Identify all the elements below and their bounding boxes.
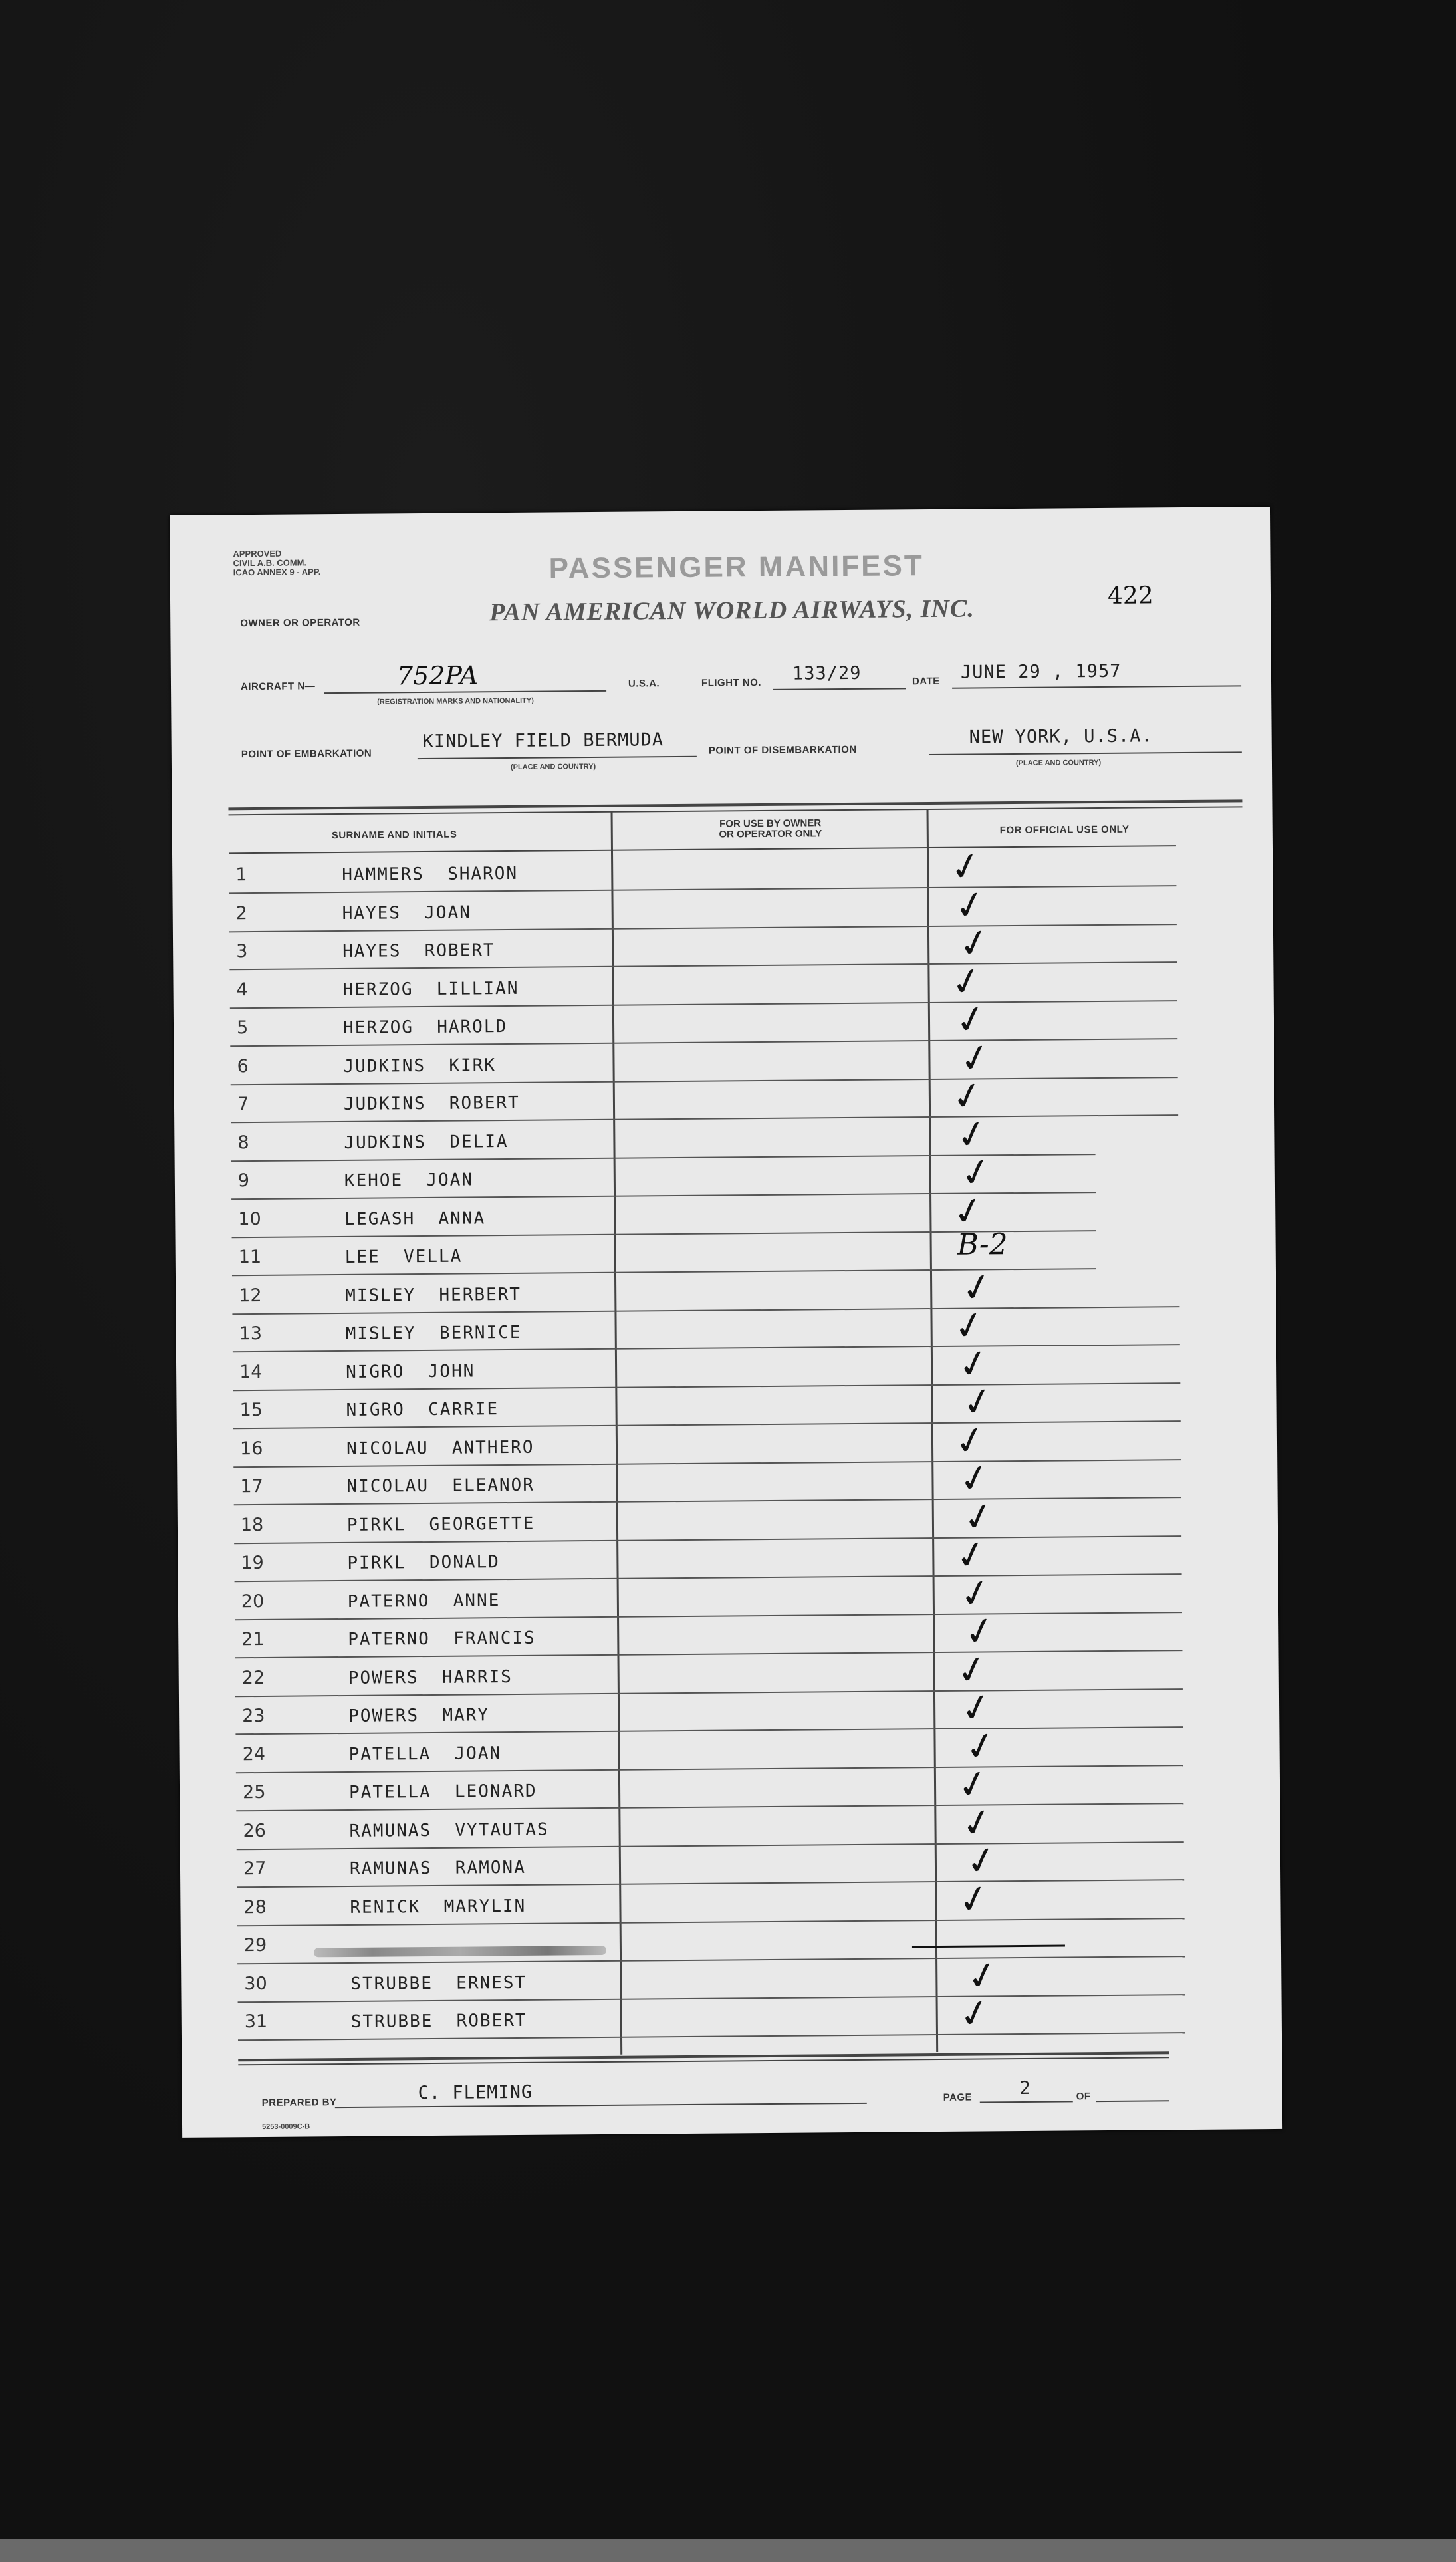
row-rule bbox=[235, 1726, 1183, 1735]
row-rule bbox=[237, 1879, 1184, 1888]
disembarkation-sub-label: (PLACE AND COUNTRY) bbox=[1015, 759, 1102, 768]
page-stamp-number: 422 bbox=[1107, 582, 1153, 610]
check-mark-icon: ✓ bbox=[956, 1684, 997, 1733]
row-rule bbox=[230, 1038, 1177, 1047]
row-rule bbox=[232, 1306, 1179, 1315]
film-edge-strip bbox=[0, 2539, 1456, 2562]
passenger-name: MISLEY HERBERT bbox=[345, 1284, 522, 1306]
row-rule bbox=[229, 885, 1176, 894]
row-rule bbox=[236, 1803, 1183, 1811]
erased-entry-scribble bbox=[314, 1946, 606, 1957]
row-rule bbox=[231, 1077, 1178, 1085]
official-dash-mark bbox=[912, 1944, 1065, 1948]
passenger-name: NICOLAU ANTHERO bbox=[346, 1437, 535, 1459]
check-mark-icon: ✓ bbox=[955, 1569, 996, 1618]
disembarkation-label: POINT OF DISEMBARKATION bbox=[708, 743, 857, 757]
row-rule bbox=[229, 924, 1177, 932]
row-rule bbox=[236, 1765, 1183, 1773]
flight-number: 133/29 bbox=[792, 662, 862, 684]
passenger-name: PATELLA LEONARD bbox=[348, 1781, 537, 1803]
row-number: 20 bbox=[241, 1591, 265, 1612]
passenger-name: HERZOG LILLIAN bbox=[342, 978, 519, 1000]
check-mark-icon: ✓ bbox=[947, 957, 987, 1007]
approved-stamp bbox=[233, 549, 320, 577]
row-number: 17 bbox=[240, 1475, 263, 1497]
row-rule bbox=[233, 1420, 1181, 1429]
row-rule bbox=[230, 1000, 1177, 1009]
of-label: OF bbox=[1076, 2091, 1091, 2103]
passenger-name: PATERNO ANNE bbox=[347, 1590, 501, 1612]
prepared-by-name: C. FLEMING bbox=[418, 2081, 533, 2104]
page-number: 2 bbox=[1019, 2077, 1032, 2099]
row-rule bbox=[235, 1688, 1183, 1697]
prepared-by-label: PREPARED BY bbox=[261, 2097, 337, 2109]
passenger-name: LEE VELLA bbox=[344, 1246, 463, 1267]
row-number: 10 bbox=[238, 1208, 261, 1229]
row-number: 14 bbox=[239, 1361, 263, 1382]
manifest-sheet bbox=[170, 507, 1282, 2138]
passenger-name: PATERNO FRANCIS bbox=[348, 1628, 536, 1650]
header-owner-use bbox=[677, 818, 864, 840]
column-divider bbox=[611, 811, 623, 2055]
row-number: 18 bbox=[240, 1514, 264, 1535]
approved-stamp-line: ICAO ANNEX 9 - APP. bbox=[233, 567, 321, 578]
row-number: 13 bbox=[239, 1323, 263, 1345]
row-rule bbox=[233, 1344, 1180, 1352]
disembarkation-point: NEW YORK, U.S.A. bbox=[969, 725, 1153, 748]
check-mark-icon: ✓ bbox=[955, 1989, 995, 2039]
form-title: PASSENGER MANIFEST bbox=[548, 549, 924, 585]
check-mark-icon: ✓ bbox=[954, 1454, 995, 1503]
row-number: 3 bbox=[236, 941, 248, 962]
check-mark-icon: ✓ bbox=[961, 1837, 1002, 1886]
check-mark-icon: ✓ bbox=[961, 1722, 1001, 1771]
row-rule bbox=[235, 1612, 1182, 1620]
passenger-name: HAYES ROBERT bbox=[342, 940, 495, 961]
check-mark-icon: ✓ bbox=[954, 919, 995, 968]
header-owner-line: OR OPERATOR ONLY bbox=[719, 828, 822, 840]
page-label: PAGE bbox=[943, 2091, 973, 2103]
header-official-use: FOR OFFICIAL USE ONLY bbox=[999, 823, 1130, 836]
row-number: 31 bbox=[244, 2011, 268, 2033]
row-number: 24 bbox=[242, 1743, 266, 1765]
check-mark-icon: ✓ bbox=[956, 1148, 997, 1198]
row-number: 1 bbox=[235, 864, 247, 886]
check-mark-icon: ✓ bbox=[947, 1072, 988, 1121]
row-number: 29 bbox=[243, 1934, 267, 1956]
passenger-name: RAMUNAS RAMONA bbox=[349, 1857, 526, 1879]
passenger-name: HERZOG HAROLD bbox=[342, 1017, 508, 1038]
check-mark-icon: ✓ bbox=[957, 1263, 997, 1313]
passenger-name: JUDKINS DELIA bbox=[344, 1131, 509, 1153]
row-rule bbox=[234, 1535, 1181, 1544]
row-rule bbox=[237, 1918, 1185, 1926]
header-surname: SURNAME AND INITIALS bbox=[331, 829, 457, 842]
check-mark-icon: ✓ bbox=[953, 1874, 994, 1924]
company-name: PAN AMERICAN WORLD AIRWAYS, INC. bbox=[489, 594, 975, 627]
passenger-name: STRUBBE ERNEST bbox=[350, 1972, 527, 1994]
row-number: 21 bbox=[241, 1628, 265, 1650]
passenger-name: LEGASH ANNA bbox=[344, 1208, 486, 1229]
check-mark-icon: ✓ bbox=[948, 1186, 989, 1236]
column-divider bbox=[926, 809, 938, 2052]
approved-stamp-line: CIVIL A.B. COMM. bbox=[233, 557, 307, 569]
row-number: 9 bbox=[237, 1170, 250, 1192]
passenger-name: HAMMERS SHARON bbox=[342, 863, 519, 885]
check-mark-icon: ✓ bbox=[959, 1607, 1000, 1656]
row-number: 2 bbox=[235, 902, 248, 924]
row-rule bbox=[229, 961, 1177, 970]
row-rule bbox=[237, 1841, 1184, 1850]
passenger-name: POWERS HARRIS bbox=[348, 1666, 513, 1688]
row-rule bbox=[237, 1956, 1185, 1964]
check-mark-icon: ✓ bbox=[957, 1798, 997, 1848]
passenger-name: NICOLAU ELEANOR bbox=[346, 1475, 535, 1497]
row-number: 25 bbox=[242, 1781, 266, 1803]
check-mark-icon: ✓ bbox=[962, 1951, 1003, 2001]
row-number: 23 bbox=[242, 1705, 265, 1727]
row-number: 12 bbox=[239, 1285, 262, 1306]
row-number: 4 bbox=[236, 979, 248, 1000]
check-mark-icon: ✓ bbox=[945, 842, 986, 892]
passenger-name: RENICK MARYLIN bbox=[350, 1896, 527, 1918]
check-mark-icon: ✓ bbox=[951, 995, 991, 1045]
check-mark-icon: ✓ bbox=[959, 1492, 999, 1542]
check-mark-icon: ✓ bbox=[958, 1378, 998, 1427]
passenger-name: NIGRO CARRIE bbox=[346, 1399, 499, 1420]
aircraft-sub-label: (REGISTRATION MARKS AND NATIONALITY) bbox=[377, 696, 534, 706]
passenger-name: HAYES JOAN bbox=[342, 902, 472, 924]
row-rule bbox=[238, 1994, 1185, 2003]
aircraft-label: AIRCRAFT N— bbox=[240, 680, 316, 693]
row-number: 7 bbox=[237, 1094, 249, 1115]
check-mark-icon: ✓ bbox=[950, 880, 991, 930]
row-number: 16 bbox=[239, 1438, 263, 1459]
passenger-name: POWERS MARY bbox=[348, 1705, 490, 1726]
row-rule bbox=[233, 1459, 1181, 1468]
aircraft-registration: 752PA bbox=[396, 660, 479, 691]
check-mark-icon: ✓ bbox=[953, 1339, 994, 1389]
passenger-name: PIRKL GEORGETTE bbox=[346, 1513, 535, 1535]
check-mark-icon: ✓ bbox=[949, 1301, 989, 1350]
row-number: 30 bbox=[244, 1973, 267, 1994]
passenger-name: JUDKINS ROBERT bbox=[343, 1092, 520, 1114]
row-rule bbox=[235, 1650, 1182, 1658]
official-note: B-2 bbox=[957, 1227, 1008, 1262]
check-mark-icon: ✓ bbox=[950, 1416, 991, 1466]
check-mark-icon: ✓ bbox=[951, 1110, 992, 1160]
approved-stamp-line: APPROVED bbox=[233, 548, 282, 559]
check-mark-icon: ✓ bbox=[952, 1645, 993, 1695]
row-number: 28 bbox=[243, 1896, 267, 1918]
row-rule bbox=[231, 1114, 1178, 1123]
embarkation-sub-label: (PLACE AND COUNTRY) bbox=[510, 762, 596, 771]
check-mark-icon: ✓ bbox=[951, 1531, 991, 1580]
flight-date: JUNE 29 , 1957 bbox=[960, 660, 1122, 683]
date-label: DATE bbox=[911, 675, 940, 688]
passenger-name: KEHOE JOAN bbox=[344, 1170, 474, 1191]
passenger-name: JUDKINS KIRK bbox=[343, 1055, 497, 1077]
row-rule bbox=[238, 2032, 1185, 2041]
row-number: 15 bbox=[239, 1399, 263, 1421]
passenger-name: RAMUNAS VYTAUTAS bbox=[349, 1819, 549, 1841]
embarkation-label: POINT OF EMBARKATION bbox=[241, 747, 372, 761]
row-number: 8 bbox=[237, 1132, 249, 1153]
form-number: 5253-0009C-B bbox=[261, 2122, 310, 2131]
row-number: 26 bbox=[243, 1820, 267, 1841]
row-number: 22 bbox=[241, 1667, 265, 1688]
row-number: 19 bbox=[241, 1552, 264, 1574]
embarkation-point: KINDLEY FIELD BERMUDA bbox=[422, 729, 664, 753]
passenger-name: NIGRO JOHN bbox=[346, 1360, 475, 1382]
row-number: 11 bbox=[238, 1246, 262, 1268]
row-number: 27 bbox=[243, 1858, 267, 1880]
header-owner-line: FOR USE BY OWNER bbox=[719, 817, 822, 830]
passenger-name: PIRKL DONALD bbox=[347, 1552, 500, 1573]
check-mark-icon: ✓ bbox=[953, 1760, 993, 1809]
row-rule bbox=[235, 1573, 1182, 1582]
passenger-name: MISLEY BERNICE bbox=[345, 1322, 522, 1344]
row-rule bbox=[233, 1382, 1180, 1391]
usa-label: U.S.A. bbox=[628, 678, 660, 690]
row-number: 6 bbox=[237, 1055, 249, 1077]
passenger-name: PATELLA JOAN bbox=[348, 1743, 502, 1765]
owner-label: OWNER OR OPERATOR bbox=[240, 616, 360, 630]
row-rule bbox=[234, 1497, 1181, 1505]
check-mark-icon: ✓ bbox=[955, 1033, 995, 1083]
passenger-name: STRUBBE ROBERT bbox=[350, 2010, 527, 2032]
flight-label: FLIGHT NO. bbox=[701, 677, 762, 689]
row-number: 5 bbox=[236, 1017, 249, 1039]
